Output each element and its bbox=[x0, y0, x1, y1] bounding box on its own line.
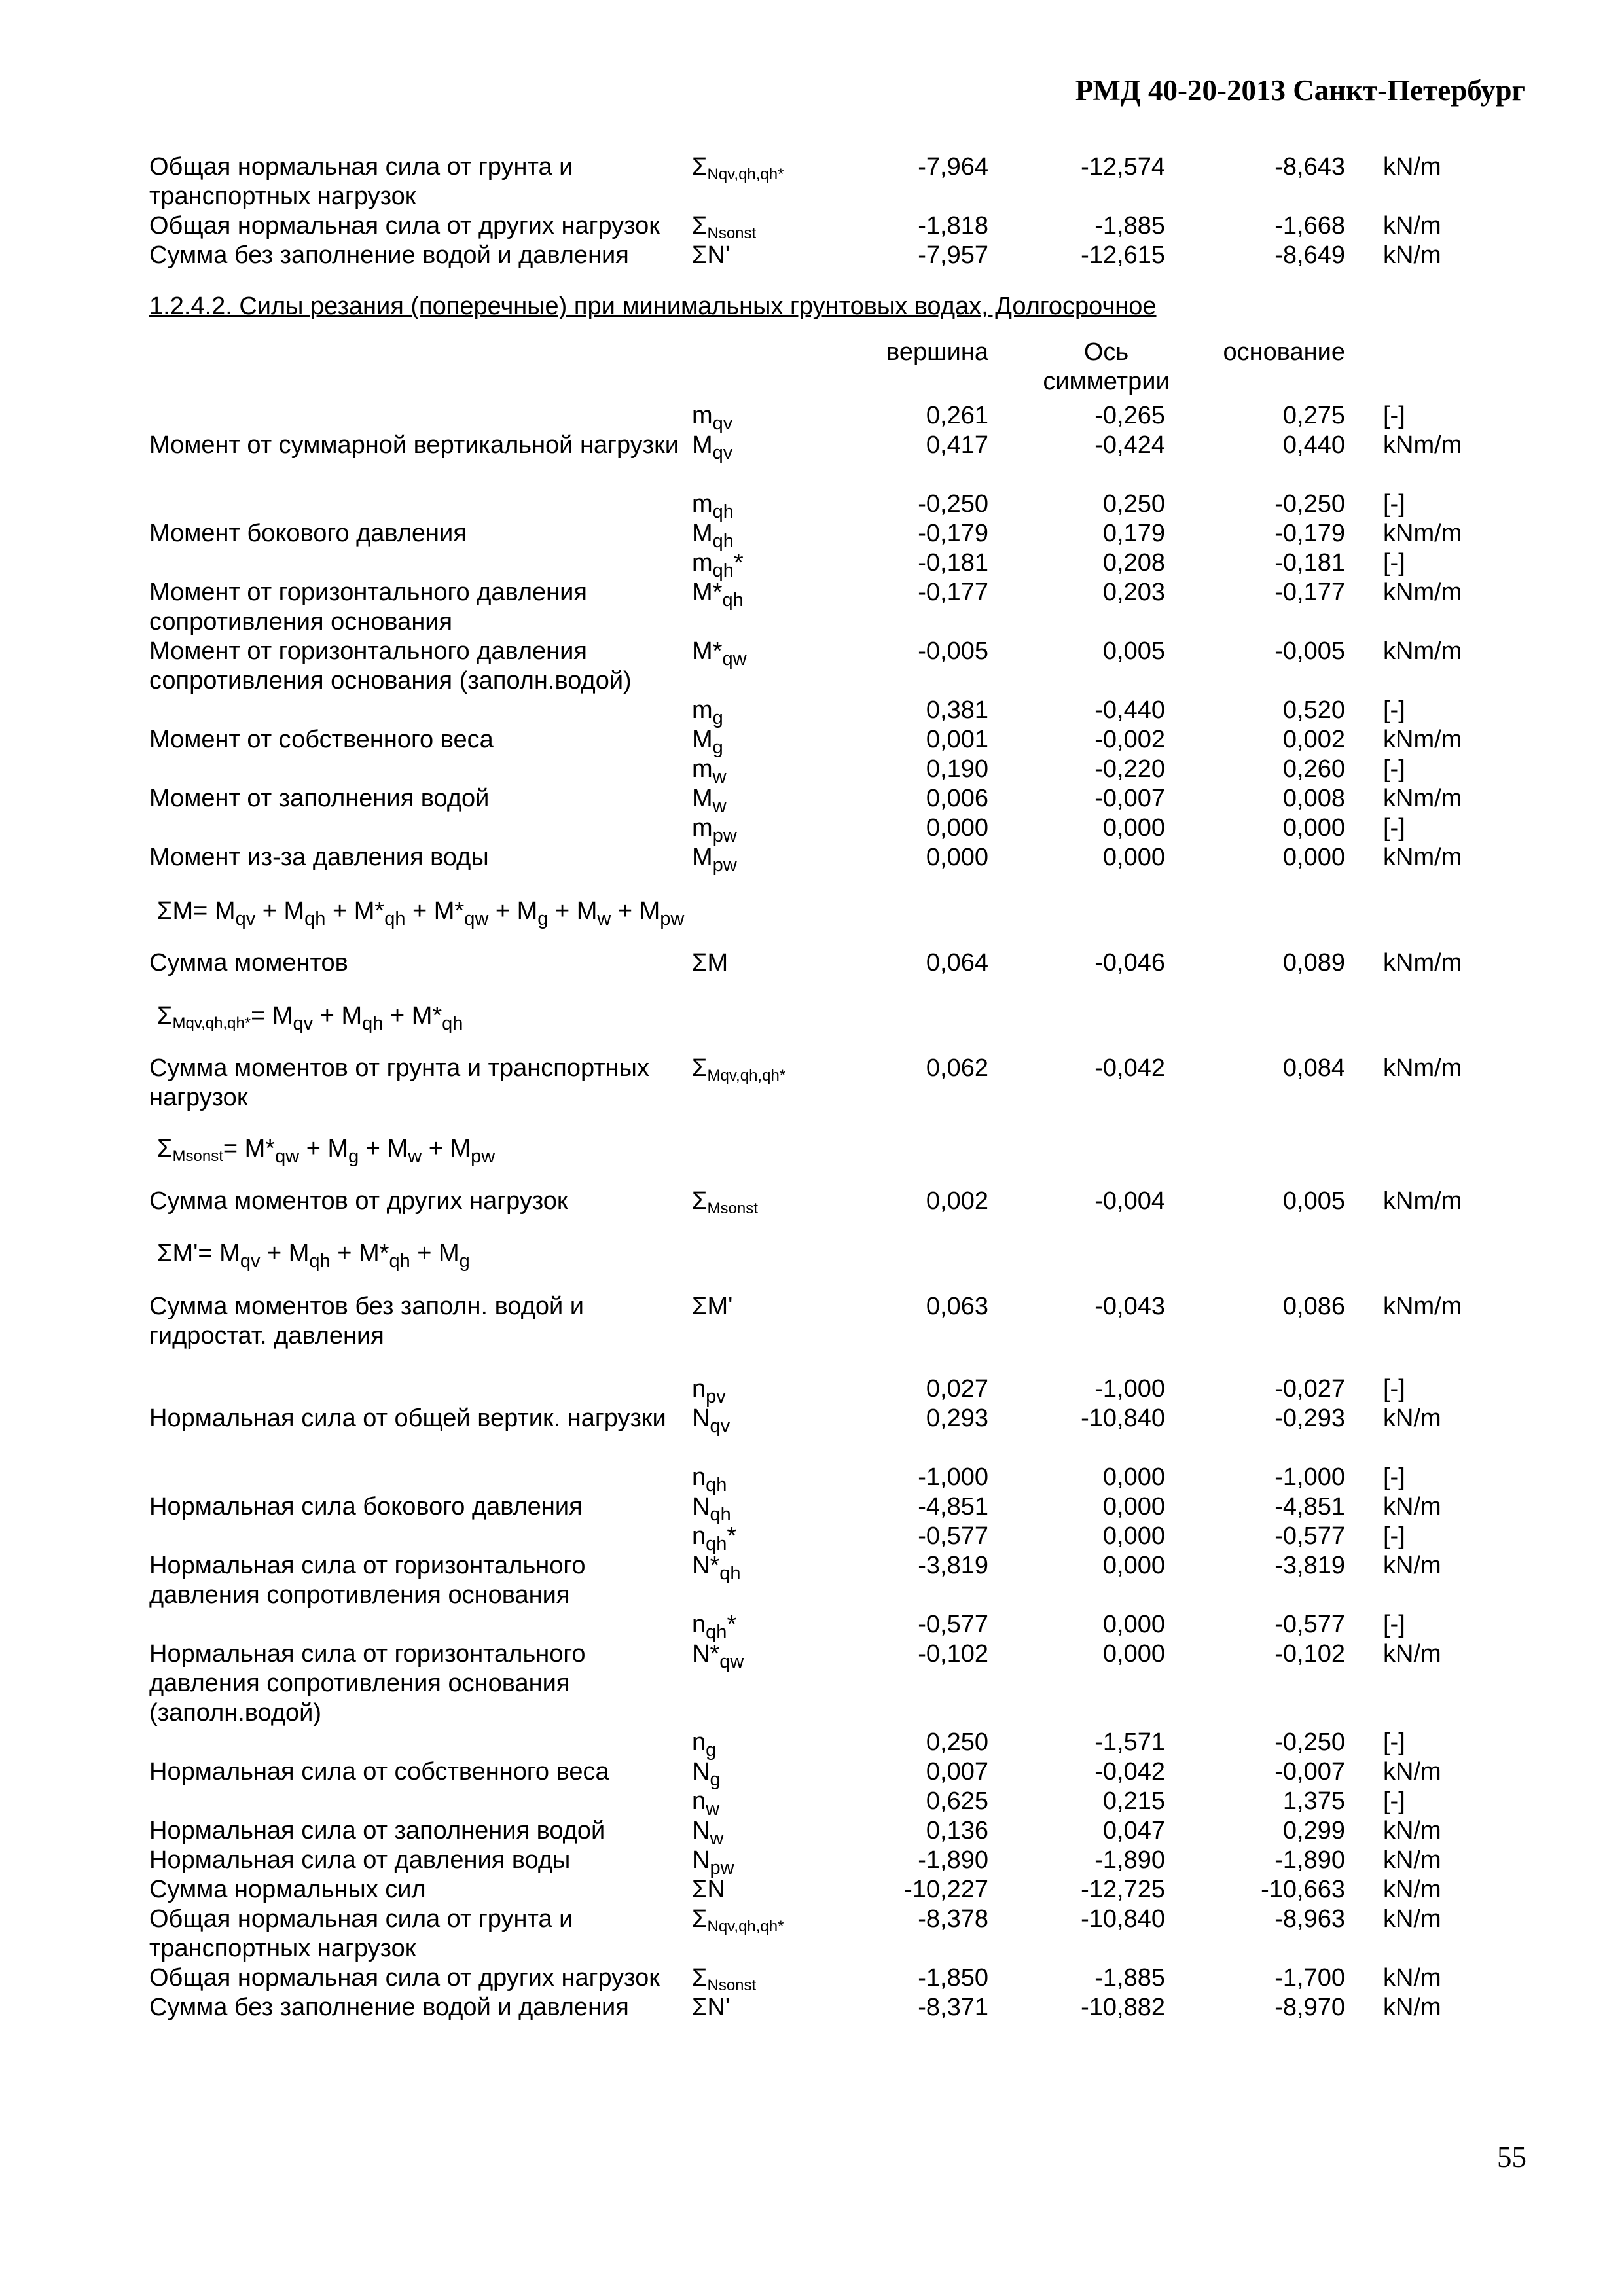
value-axis: -1,885 bbox=[1094, 1964, 1165, 1992]
value-top: 0,190 bbox=[926, 755, 988, 783]
formula-sum-moments-soil-traffic: $\Sigma Mqv,qh,qh*= M_{qv} + M_{qh} + M*_{qh}$ bbox=[157, 1002, 463, 1034]
value-top: -4,851 bbox=[918, 1493, 988, 1520]
row-symbol: ΣMqv,qh,qh* bbox=[692, 1054, 786, 1085]
value-base: -0,179 bbox=[1274, 520, 1345, 547]
value-axis: -12,574 bbox=[1081, 153, 1165, 181]
row-unit: [-] bbox=[1383, 696, 1405, 724]
value-axis: 0,215 bbox=[1102, 1787, 1165, 1815]
value-base: -8,649 bbox=[1274, 242, 1345, 269]
value-axis: -0,043 bbox=[1094, 1293, 1165, 1320]
page-number: 55 bbox=[1497, 2141, 1526, 2174]
value-top: 0,001 bbox=[926, 726, 988, 753]
value-axis: -0,440 bbox=[1094, 696, 1165, 724]
value-top: 0,625 bbox=[926, 1787, 988, 1815]
row-symbol: $N*_{qh}$ bbox=[692, 1552, 741, 1584]
value-base: -0,102 bbox=[1274, 1640, 1345, 1668]
value-top: 0,000 bbox=[926, 814, 988, 842]
row-symbol: $M_w$ bbox=[692, 785, 727, 817]
value-top: -1,890 bbox=[918, 1846, 988, 1874]
value-axis: -1,890 bbox=[1094, 1846, 1165, 1874]
value-base: 0,520 bbox=[1282, 696, 1345, 724]
value-axis: 0,250 bbox=[1102, 490, 1165, 518]
formula-sum-moments: $\Sigma M= M_{qv} + M_{qh} + M*_{qh} + M*_{qw} + M_g + M_w + M_{pw}$ bbox=[157, 897, 685, 929]
row-symbol: $N_g$ bbox=[692, 1758, 721, 1790]
row-symbol: ΣNsonst bbox=[692, 1964, 757, 1994]
row-symbol: ΣM' bbox=[692, 1293, 733, 1320]
value-axis: -0,046 bbox=[1094, 949, 1165, 977]
row-label: Момент от горизонтального давления сопротивления основания (заполн.водой) bbox=[149, 637, 632, 694]
row-unit: [-] bbox=[1383, 814, 1405, 842]
row-label: Нормальная сила от горизонтального давления сопротивления основания (заполн.водой) bbox=[149, 1640, 586, 1727]
row-unit: kN/m bbox=[1383, 242, 1441, 269]
value-base: -0,250 bbox=[1274, 1729, 1345, 1756]
row-unit: kN/m bbox=[1383, 1640, 1441, 1668]
row-unit: [-] bbox=[1383, 1729, 1405, 1756]
row-unit: kNm/m bbox=[1383, 579, 1462, 606]
value-top: -0,181 bbox=[918, 549, 988, 577]
value-axis: -12,725 bbox=[1081, 1876, 1165, 1903]
value-top: -0,577 bbox=[918, 1611, 988, 1638]
row-unit: [-] bbox=[1383, 1463, 1405, 1491]
value-base: -0,250 bbox=[1274, 490, 1345, 518]
row-symbol: $N_w$ bbox=[692, 1817, 724, 1849]
value-axis: -10,882 bbox=[1081, 1994, 1165, 2021]
row-symbol: $m_{qh}$ bbox=[692, 490, 734, 522]
row-unit: kNm/m bbox=[1383, 1293, 1462, 1320]
row-unit: [-] bbox=[1383, 549, 1405, 577]
value-base: 0,086 bbox=[1282, 1293, 1345, 1320]
row-symbol: $N_{qh}$ bbox=[692, 1493, 731, 1525]
row-symbol: $m_{qh}*$ bbox=[692, 549, 744, 581]
row-symbol: ΣMsonst bbox=[692, 1187, 758, 1217]
row-unit: [-] bbox=[1383, 1611, 1405, 1638]
value-base: -1,700 bbox=[1274, 1964, 1345, 1992]
column-header-axis-line1: Ось bbox=[1083, 338, 1129, 366]
value-axis: 0,203 bbox=[1102, 579, 1165, 606]
value-base: -0,177 bbox=[1274, 579, 1345, 606]
value-axis: -0,042 bbox=[1094, 1758, 1165, 1785]
value-base: -8,970 bbox=[1274, 1994, 1345, 2021]
value-top: -0,102 bbox=[918, 1640, 988, 1668]
row-symbol: $n_w$ bbox=[692, 1787, 720, 1820]
row-symbol: $M_{qh}$ bbox=[692, 520, 734, 552]
value-axis: -0,002 bbox=[1094, 726, 1165, 753]
section-title: 1.2.4.2. Силы резания (поперечные) при минимальных грунтовых водах, Долгосрочное bbox=[149, 293, 1157, 320]
row-label: Нормальная сила от давления воды bbox=[149, 1846, 571, 1874]
value-base: -0,027 bbox=[1274, 1375, 1345, 1403]
column-header-base: основание bbox=[1223, 338, 1345, 366]
value-base: -3,819 bbox=[1274, 1552, 1345, 1579]
row-symbol: $M*_{qh}$ bbox=[692, 579, 744, 611]
value-base: -0,007 bbox=[1274, 1758, 1345, 1785]
value-base: 1,375 bbox=[1282, 1787, 1345, 1815]
row-symbol: $m_g$ bbox=[692, 696, 723, 728]
row-unit: kN/m bbox=[1383, 1405, 1441, 1432]
row-unit: kN/m bbox=[1383, 153, 1441, 181]
row-symbol: $n_{qh}*$ bbox=[692, 1522, 737, 1554]
value-base: -10,663 bbox=[1261, 1876, 1345, 1903]
value-axis: 0,000 bbox=[1102, 1522, 1165, 1550]
row-label: Нормальная сила от заполнения водой bbox=[149, 1817, 605, 1844]
row-symbol: $M_g$ bbox=[692, 726, 723, 758]
row-unit: kNm/m bbox=[1383, 637, 1462, 665]
row-unit: [-] bbox=[1383, 755, 1405, 783]
row-symbol: $M*_{qw}$ bbox=[692, 637, 747, 670]
row-symbol: $n_{qh}*$ bbox=[692, 1611, 737, 1643]
value-axis: 0,000 bbox=[1102, 1463, 1165, 1491]
row-unit: kNm/m bbox=[1383, 431, 1462, 459]
row-unit: kN/m bbox=[1383, 1552, 1441, 1579]
row-unit: kNm/m bbox=[1383, 785, 1462, 812]
row-unit: [-] bbox=[1383, 1375, 1405, 1403]
row-unit: kN/m bbox=[1383, 1493, 1441, 1520]
row-symbol: $n_{qh}$ bbox=[692, 1463, 727, 1496]
value-axis: 0,000 bbox=[1102, 1611, 1165, 1638]
value-top: -8,371 bbox=[918, 1994, 988, 2021]
value-top: 0,261 bbox=[926, 402, 988, 429]
value-top: 0,417 bbox=[926, 431, 988, 459]
value-axis: 0,208 bbox=[1102, 549, 1165, 577]
row-symbol: $N*_{qw}$ bbox=[692, 1640, 744, 1672]
row-label: Сумма моментов bbox=[149, 949, 348, 977]
value-base: 0,440 bbox=[1282, 431, 1345, 459]
value-base: 0,089 bbox=[1282, 949, 1345, 977]
value-axis: -12,615 bbox=[1081, 242, 1165, 269]
row-symbol: $N_{pw}$ bbox=[692, 1846, 734, 1878]
value-top: 0,027 bbox=[926, 1375, 988, 1403]
row-unit: kN/m bbox=[1383, 1817, 1441, 1844]
row-symbol: $M_{qv}$ bbox=[692, 431, 733, 463]
value-top: -0,005 bbox=[918, 637, 988, 665]
value-base: -0,181 bbox=[1274, 549, 1345, 577]
row-symbol: ΣN bbox=[692, 1876, 725, 1903]
document-header: РМД 40-20-2013 Санкт-Петербург bbox=[1075, 74, 1525, 107]
value-top: -7,964 bbox=[918, 153, 988, 181]
value-top: 0,250 bbox=[926, 1729, 988, 1756]
value-base: -1,000 bbox=[1274, 1463, 1345, 1491]
value-top: 0,136 bbox=[926, 1817, 988, 1844]
value-base: -0,005 bbox=[1274, 637, 1345, 665]
row-label: Нормальная сила от горизонтального давления сопротивления основания bbox=[149, 1552, 586, 1609]
row-label: Момент из-за давления воды bbox=[149, 844, 489, 871]
value-top: 0,293 bbox=[926, 1405, 988, 1432]
value-top: 0,062 bbox=[926, 1054, 988, 1082]
value-base: 0,002 bbox=[1282, 726, 1345, 753]
value-axis: -1,000 bbox=[1094, 1375, 1165, 1403]
value-axis: 0,000 bbox=[1102, 1493, 1165, 1520]
row-symbol: $M_{pw}$ bbox=[692, 844, 737, 876]
row-label: Нормальная сила от собственного веса bbox=[149, 1758, 609, 1785]
value-base: -0,577 bbox=[1274, 1522, 1345, 1550]
row-unit: [-] bbox=[1383, 1787, 1405, 1815]
row-unit: kN/m bbox=[1383, 212, 1441, 240]
row-label: Сумма моментов от грунта и транспортных нагрузок bbox=[149, 1054, 649, 1111]
value-base: 0,299 bbox=[1282, 1817, 1345, 1844]
row-symbol: ΣN' bbox=[692, 242, 731, 269]
row-unit: kN/m bbox=[1383, 1964, 1441, 1992]
value-top: 0,002 bbox=[926, 1187, 988, 1215]
row-symbol: ΣNsonst bbox=[692, 212, 757, 242]
value-axis: -10,840 bbox=[1081, 1905, 1165, 1933]
row-unit: kNm/m bbox=[1383, 1187, 1462, 1215]
row-unit: kNm/m bbox=[1383, 844, 1462, 871]
value-axis: 0,179 bbox=[1102, 520, 1165, 547]
column-header-axis bbox=[1021, 338, 1191, 397]
row-unit: kN/m bbox=[1383, 1846, 1441, 1874]
value-top: 0,381 bbox=[926, 696, 988, 724]
value-axis: -0,042 bbox=[1094, 1054, 1165, 1082]
row-label: Сумма без заполнение водой и давления bbox=[149, 242, 629, 269]
value-base: 0,084 bbox=[1282, 1054, 1345, 1082]
row-symbol: $m_{pw}$ bbox=[692, 814, 737, 846]
value-axis: -0,004 bbox=[1094, 1187, 1165, 1215]
value-base: -8,643 bbox=[1274, 153, 1345, 181]
value-top: 0,063 bbox=[926, 1293, 988, 1320]
value-top: 0,000 bbox=[926, 844, 988, 871]
value-top: -1,818 bbox=[918, 212, 988, 240]
row-symbol: $m_{qv}$ bbox=[692, 402, 733, 434]
column-header-axis-line2: симметрии bbox=[1043, 368, 1170, 395]
row-symbol: ΣNqv,qh,qh* bbox=[692, 153, 784, 183]
value-top: -8,378 bbox=[918, 1905, 988, 1933]
value-top: 0,006 bbox=[926, 785, 988, 812]
value-base: -0,577 bbox=[1274, 1611, 1345, 1638]
value-axis: -10,840 bbox=[1081, 1405, 1165, 1432]
value-axis: 0,005 bbox=[1102, 637, 1165, 665]
row-unit: kNm/m bbox=[1383, 949, 1462, 977]
value-top: -0,177 bbox=[918, 579, 988, 606]
row-label: Момент бокового давления bbox=[149, 520, 467, 547]
row-symbol: $m_w$ bbox=[692, 755, 727, 787]
value-base: -1,668 bbox=[1274, 212, 1345, 240]
row-label: Общая нормальная сила от других нагрузок bbox=[149, 212, 660, 240]
row-label: Общая нормальная сила от грунта и транспортных нагрузок bbox=[149, 153, 573, 210]
row-unit: [-] bbox=[1383, 490, 1405, 518]
value-base: -4,851 bbox=[1274, 1493, 1345, 1520]
value-base: 0,008 bbox=[1282, 785, 1345, 812]
value-base: -0,293 bbox=[1274, 1405, 1345, 1432]
row-unit: kNm/m bbox=[1383, 520, 1462, 547]
value-top: -0,577 bbox=[918, 1522, 988, 1550]
row-unit: [-] bbox=[1383, 402, 1405, 429]
value-axis: -0,424 bbox=[1094, 431, 1165, 459]
value-base: -1,890 bbox=[1274, 1846, 1345, 1874]
row-label: Общая нормальная сила от грунта и транспортных нагрузок bbox=[149, 1905, 573, 1962]
row-label: Момент от заполнения водой bbox=[149, 785, 490, 812]
value-top: -7,957 bbox=[918, 242, 988, 269]
row-label: Сумма нормальных сил bbox=[149, 1876, 426, 1903]
row-label: Сумма без заполнение водой и давления bbox=[149, 1994, 629, 2021]
value-top: -1,850 bbox=[918, 1964, 988, 1992]
row-label: Момент от горизонтального давления сопротивления основания bbox=[149, 579, 587, 636]
value-axis: 0,047 bbox=[1102, 1817, 1165, 1844]
row-symbol: ΣN' bbox=[692, 1994, 731, 2021]
row-unit: kN/m bbox=[1383, 1905, 1441, 1933]
row-label: Нормальная сила от общей вертик. нагрузки bbox=[149, 1405, 666, 1432]
value-top: -0,250 bbox=[918, 490, 988, 518]
row-unit: [-] bbox=[1383, 1522, 1405, 1550]
row-unit: kN/m bbox=[1383, 1876, 1441, 1903]
value-base: 0,275 bbox=[1282, 402, 1345, 429]
row-label: Момент от собственного веса bbox=[149, 726, 494, 753]
formula-sum-moments-dry: $\Sigma M'= M_{qv} + M_{qh} + M*_{qh} + M_g$ bbox=[157, 1240, 470, 1272]
value-base: 0,260 bbox=[1282, 755, 1345, 783]
row-unit: kNm/m bbox=[1383, 1054, 1462, 1082]
value-axis: 0,000 bbox=[1102, 1552, 1165, 1579]
formula-sum-moments-other: ΣMsonst= $M*_{qw} + M_g + M_w + M_{pw}$ bbox=[157, 1135, 496, 1167]
row-label: Нормальная сила бокового давления bbox=[149, 1493, 583, 1520]
row-symbol: $N_{qv}$ bbox=[692, 1405, 731, 1437]
row-unit: kN/m bbox=[1383, 1758, 1441, 1785]
value-base: 0,000 bbox=[1282, 814, 1345, 842]
value-top: -0,179 bbox=[918, 520, 988, 547]
row-label: Момент от суммарной вертикальной нагрузки bbox=[149, 431, 679, 459]
value-axis: 0,000 bbox=[1102, 1640, 1165, 1668]
value-axis: -1,571 bbox=[1094, 1729, 1165, 1756]
row-unit: kN/m bbox=[1383, 1994, 1441, 2021]
value-axis: 0,000 bbox=[1102, 814, 1165, 842]
row-symbol: $n_{pv}$ bbox=[692, 1375, 726, 1407]
row-label: Общая нормальная сила от других нагрузок bbox=[149, 1964, 660, 1992]
value-axis: -0,265 bbox=[1094, 402, 1165, 429]
row-symbol: ΣM bbox=[692, 949, 729, 977]
value-base: -8,963 bbox=[1274, 1905, 1345, 1933]
value-top: -3,819 bbox=[918, 1552, 988, 1579]
row-label: Сумма моментов от других нагрузок bbox=[149, 1187, 568, 1215]
value-top: -10,227 bbox=[904, 1876, 988, 1903]
value-axis: -0,220 bbox=[1094, 755, 1165, 783]
value-base: 0,000 bbox=[1282, 844, 1345, 871]
row-label: Сумма моментов без заполн. водой и гидростат. давления bbox=[149, 1293, 585, 1350]
row-symbol: ΣNqv,qh,qh* bbox=[692, 1905, 784, 1935]
value-axis: -1,885 bbox=[1094, 212, 1165, 240]
value-axis: 0,000 bbox=[1102, 844, 1165, 871]
value-top: 0,007 bbox=[926, 1758, 988, 1785]
column-header-top: вершина bbox=[886, 338, 988, 366]
value-top: 0,064 bbox=[926, 949, 988, 977]
value-base: 0,005 bbox=[1282, 1187, 1345, 1215]
row-symbol: $n_g$ bbox=[692, 1729, 717, 1761]
row-unit: kNm/m bbox=[1383, 726, 1462, 753]
value-axis: -0,007 bbox=[1094, 785, 1165, 812]
value-top: -1,000 bbox=[918, 1463, 988, 1491]
